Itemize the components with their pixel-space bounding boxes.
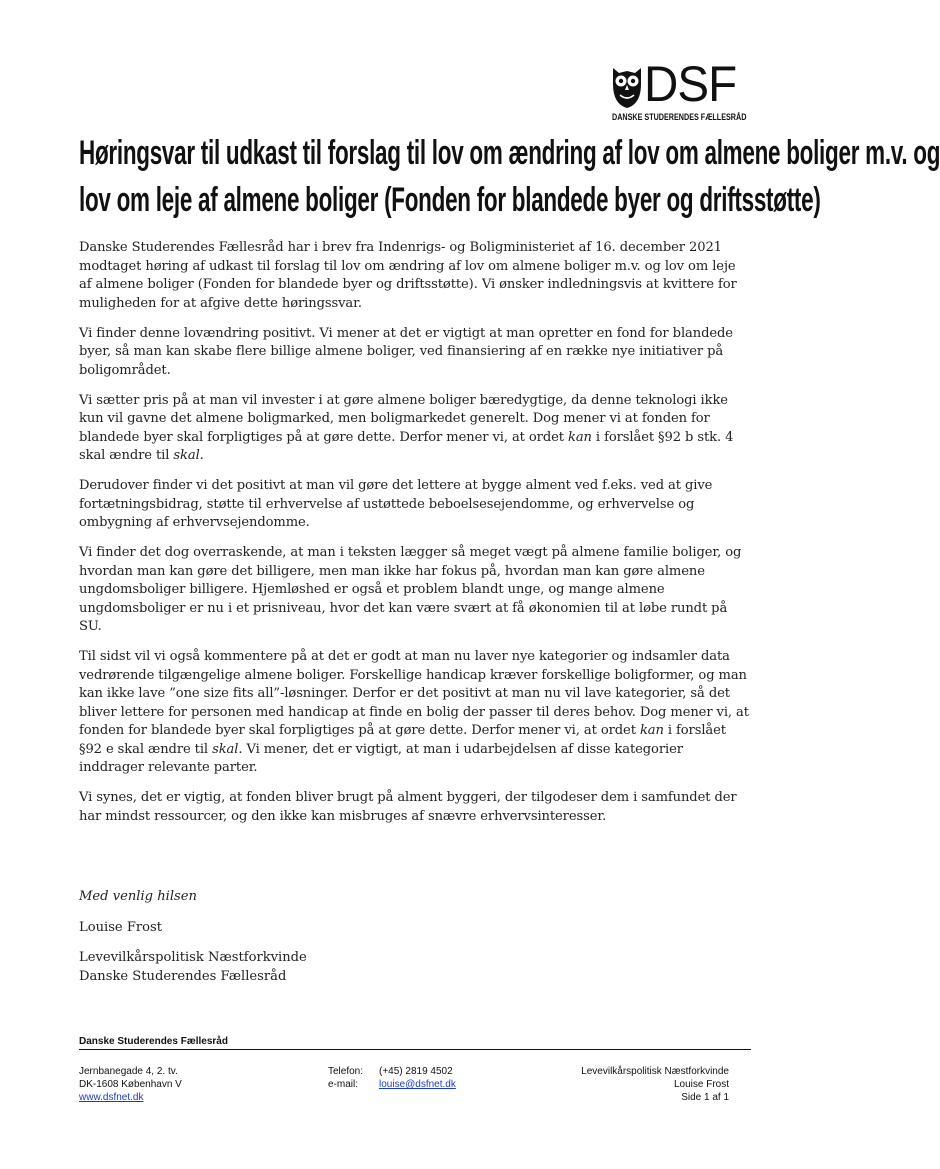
footer-address-1: Jernbanegade 4, 2. tv. [79, 1066, 178, 1077]
paragraph-text: Til sidst vil vi også kommentere på at det er godt at man nu laver nye kategorier og indsamler data vedrørende tilgængelige almene boliger. Forskellige handicap kræver forskellige boligformer, og man kan ikke lave ”one size fits all”-løsninger. Derfor er det positivt at man nu vil lave kategorier, så det bliver lettere for personen med handicap at finde en bolig der passer til deres behov. Dog mener vi, at fonden for blandede byer skal forpligtiges på at gøre dette. Derfor mener vi, at ordet [79, 649, 749, 738]
paragraph-accessibility [79, 648, 751, 778]
signer-org: Danske Studerendes Fællesråd [79, 968, 287, 984]
paragraph-youth-housing: Vi finder det dog overraskende, at man i teksten lægger så meget vægt på almene familie boliger, og hvordan man kan gøre det billigere, men man ikke har fokus på, hvordan man kan gøre almene ungdomsboliger billigere. Hjemløshed er også et problem blandt unge, og mange almene ungdomsboliger er nu i et prisniveau, hvor det kan være svært at få økonomien til at løbe rundt på SU. [79, 545, 742, 634]
owl-icon [610, 64, 644, 110]
title-line-2: lov om leje af almene boliger (Fonden for blandede byer og driftsstøtte) [79, 181, 821, 219]
title-line-1: Høringsvar til udkast til forslag til lov om ændring af lov om almene boliger m.v. og [79, 134, 940, 172]
emphasis-skal: skal [212, 741, 239, 757]
footer-address-2: DK-1608 København V [79, 1079, 182, 1090]
paragraph-sustainability [79, 392, 751, 466]
footer-phone: (+45) 2819 4502 [379, 1066, 453, 1077]
logo-wordmark: DSF [644, 56, 737, 112]
signer-name: Louise Frost [79, 919, 163, 935]
paragraph-building: Derudover finder vi det positivt at man vil gøre det lettere at bygge alment ved f.eks. ved at give fortætningsbidrag, støtte til erhvervelse af ustøttede beboelsesejendomme, og erhvervelse og ombygning af erhvervsejendomme. [79, 478, 713, 530]
paragraph-fund: Vi finder denne lovændring positivt. Vi mener at det er vigtigt at man opretter en fond for blandede byer, så man kan skabe flere billige almene boliger, ved finansiering af en række nye initiativer på boligområdet. [79, 325, 733, 378]
footer-org: Danske Studerendes Fællesråd [79, 1036, 228, 1047]
footer-role: Levevilkårspolitisk Næstforkvinde [581, 1066, 729, 1077]
signature-block [79, 888, 307, 986]
emphasis-kan: kan [639, 723, 664, 738]
footer-divider [79, 1049, 751, 1050]
document-title [79, 130, 940, 224]
signer-role: Levevilkårspolitisk Næstforkvinde [79, 950, 307, 965]
paragraph-text: Vi sætter pris på at man vil invester i at gøre almene boliger bæredygtige, da denne teknologi ikke kun vil gavne det almene boligmarked, men boligmarkedet generelt. Dog mener vi at fonden for blandede byer skal forpligtiges på at gøre dette. Derfor mener vi, at ordet [79, 392, 728, 445]
paragraph-text: . [199, 448, 204, 463]
footer-email-label: e-mail: [328, 1079, 359, 1090]
paragraph-text: . Vi mener, det er vigtigt, at man i udarbejdelsen af disse kategorier inddrager relevante parter. [79, 741, 683, 775]
paragraph-intro: Danske Studerendes Fællesråd har i brev fra Indenrigs- og Boligministeriet af 16. december 2021 modtaget høring af udkast til forslag til lov om ændring af lov om almene boliger m.v. og lov om leje af almene boliger (Fonden for blandede byer og driftsstøtte). Vi ønsker indledningsvis at kvittere for muligheden for at afgive dette høringssvar. [79, 240, 737, 311]
footer-email-link[interactable]: louise@dsfnet.dk [379, 1079, 456, 1090]
emphasis-kan: kan [568, 429, 592, 445]
footer-page-number: Side 1 af 1 [681, 1092, 729, 1103]
letter-body [79, 239, 751, 838]
footer-phone-label: Telefon: [328, 1066, 364, 1077]
greeting: Med venlig hilsen [79, 889, 197, 904]
paragraph-text: i forslået §92 b stk. 4 skal ændre til [79, 429, 734, 463]
footer-name: Louise Frost [673, 1079, 729, 1090]
logo-subtitle: DANSKE STUDERENDES FÆLLESRÅD [612, 112, 747, 122]
paragraph-text: i forslået §92 e skal ændre til [79, 723, 726, 757]
emphasis-skal: skal [173, 448, 200, 463]
dsf-logo [610, 56, 750, 124]
footer-website-link[interactable]: www.dsfnet.dk [79, 1092, 144, 1103]
paragraph-conclusion: Vi synes, det er vigtig, at fonden bliver brugt på alment byggeri, der tilgodeser dem i samfundet der har mindst ressourcer, og den ikke kan misbruges af snævre erhvervsinteresser. [79, 790, 737, 824]
